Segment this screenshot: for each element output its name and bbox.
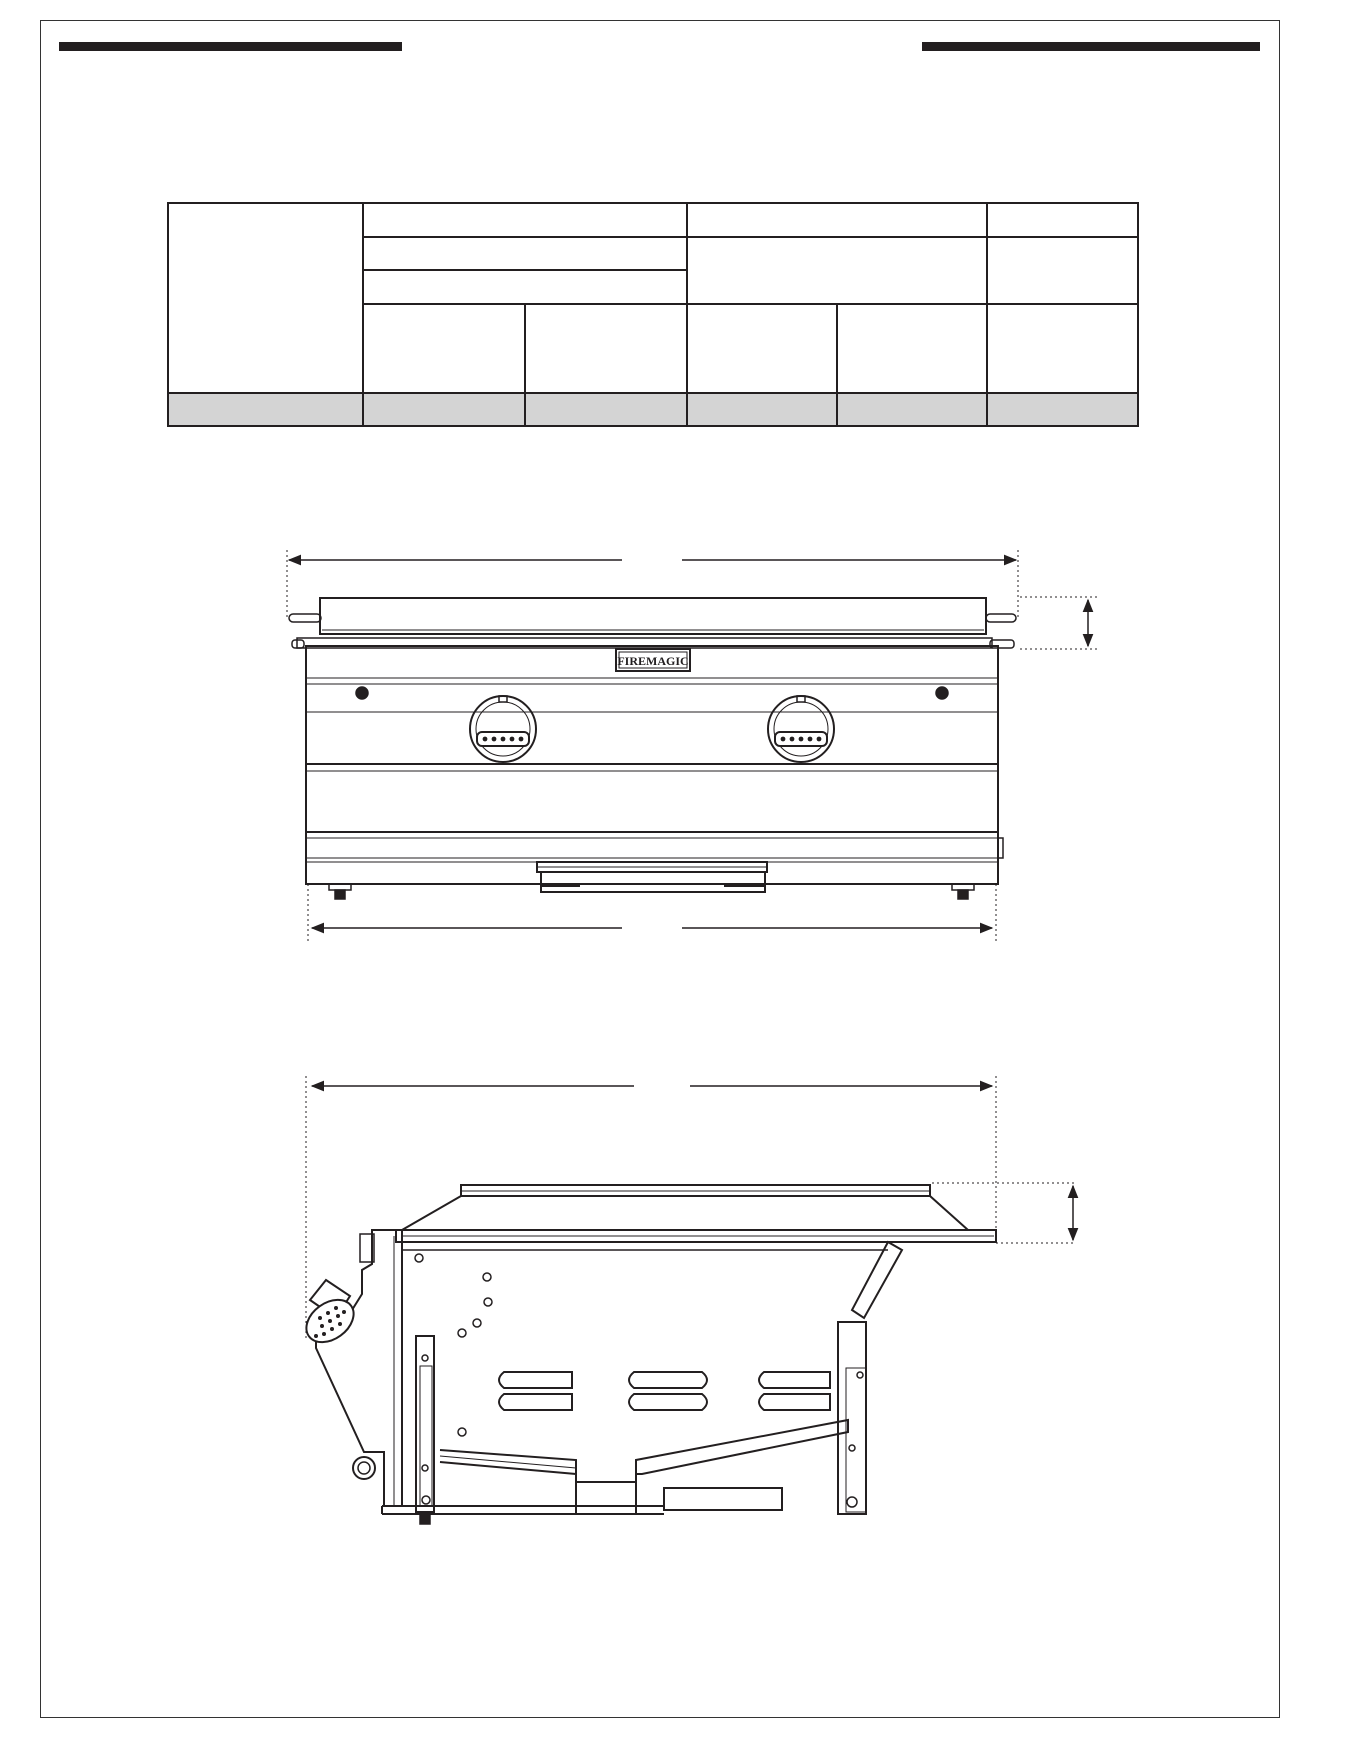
grill-knob-icon bbox=[298, 1280, 361, 1351]
logo-text: FIREMAGIC bbox=[617, 654, 689, 668]
grill-knob-icon bbox=[768, 696, 834, 762]
grill-knob-icon bbox=[470, 696, 536, 762]
griddle-front-view bbox=[287, 550, 1100, 944]
griddle-side-view bbox=[298, 1076, 1075, 1524]
